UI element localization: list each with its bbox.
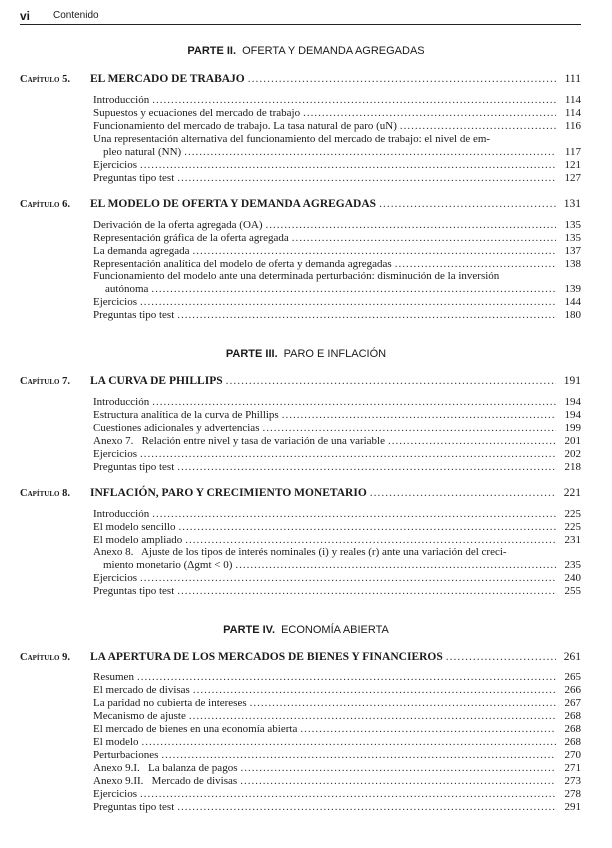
toc-entry[interactable] <box>93 534 581 546</box>
entry-page: 116 <box>564 120 581 132</box>
toc-entry[interactable] <box>93 736 581 748</box>
entry-page: 225 <box>564 521 581 533</box>
toc-entry[interactable] <box>93 94 581 106</box>
entry-page: 194 <box>564 396 581 408</box>
chapter-row[interactable] <box>20 487 581 499</box>
dot-leader <box>395 258 556 270</box>
chapter-title: LA APERTURA DE LOS MERCADOS DE BIENES Y FINANCIEROS <box>90 651 443 663</box>
entry-text: Introducción <box>93 94 150 106</box>
toc-entry[interactable] <box>93 684 581 696</box>
entry-text: La demanda agregada <box>93 245 190 257</box>
part-title: ECONOMÍA ABIERTA <box>281 624 389 636</box>
entry-page: 144 <box>564 296 581 308</box>
dot-leader <box>240 775 556 787</box>
entry-page: 218 <box>564 461 581 473</box>
part-title: PARO E INFLACIÓN <box>283 348 387 360</box>
dot-leader <box>184 146 556 158</box>
entry-text: Anexo 9.II. Mercado de divisas <box>93 775 238 787</box>
chapter-row[interactable] <box>20 73 581 85</box>
entry-text: Ejercicios <box>93 572 137 584</box>
entry-text: La paridad no cubierta de intereses <box>93 697 247 709</box>
toc-entry[interactable] <box>93 723 581 735</box>
entry-text: Estructura analítica de la curva de Phillips <box>93 409 279 421</box>
chapter-row[interactable] <box>20 651 581 663</box>
toc-entry[interactable] <box>93 435 581 447</box>
entry-text: El modelo ampliado <box>93 534 183 546</box>
toc-entry[interactable] <box>93 749 581 761</box>
entry-page: 225 <box>564 508 581 520</box>
entry-page: 271 <box>564 762 581 774</box>
toc-entry[interactable] <box>93 697 581 709</box>
chapter-title: LA CURVA DE PHILLIPS <box>90 375 223 387</box>
entry-page: 180 <box>564 309 581 321</box>
chapter-label: Capítulo 6. <box>20 199 70 210</box>
dot-leader <box>152 396 556 408</box>
dot-leader <box>193 684 556 696</box>
toc-entry[interactable] <box>93 559 581 571</box>
entry-text: Mecanismo de ajuste <box>93 710 186 722</box>
entry-text: Anexo 9.I. La balanza de pagos <box>93 762 238 774</box>
chapter-title: EL MODELO DE OFERTA Y DEMANDA AGREGADAS <box>90 198 377 210</box>
dot-leader <box>379 198 556 210</box>
dot-leader <box>240 762 556 774</box>
dot-leader <box>388 435 556 447</box>
entry-text: Supuestos y ecuaciones del mercado de trabajo <box>93 107 301 119</box>
dot-leader <box>177 309 556 321</box>
entry-text: Representación analítica del modelo de oferta y demanda agregadas <box>93 258 392 270</box>
dot-leader <box>300 723 556 735</box>
dot-leader <box>262 422 556 434</box>
dot-leader <box>137 671 556 683</box>
part-title: OFERTA Y DEMANDA AGREGADAS <box>242 45 425 57</box>
dot-leader <box>185 534 556 546</box>
toc-entry[interactable] <box>93 762 581 774</box>
dot-leader <box>250 697 556 709</box>
chapter-label: Capítulo 7. <box>20 376 70 387</box>
toc-entry[interactable] <box>93 146 581 158</box>
entry-page: 291 <box>564 801 581 813</box>
page-number: vi <box>20 9 31 23</box>
part-heading <box>0 624 612 636</box>
toc-entry[interactable] <box>93 788 581 800</box>
entry-page: 265 <box>564 671 581 683</box>
toc-entry[interactable] <box>93 585 581 597</box>
entry-page: 268 <box>564 723 581 735</box>
toc-entry[interactable] <box>93 232 581 244</box>
dot-leader <box>370 487 556 499</box>
toc-entry-line[interactable]: Funcionamiento del modelo ante una determinada perturbación: disminución de la inversión <box>93 270 500 282</box>
entry-page: 135 <box>564 232 581 244</box>
entry-page: 137 <box>564 245 581 257</box>
dot-leader <box>292 232 556 244</box>
entry-page: 268 <box>564 736 581 748</box>
dot-leader <box>177 172 556 184</box>
entry-page: 121 <box>564 159 581 171</box>
toc-entry[interactable] <box>93 283 581 295</box>
dot-leader <box>161 749 556 761</box>
entry-page: 138 <box>564 258 581 270</box>
dot-leader <box>152 94 556 106</box>
entry-text: El mercado de divisas <box>93 684 190 696</box>
dot-leader <box>140 572 556 584</box>
dot-leader <box>266 219 557 231</box>
entry-text: autónoma <box>105 283 149 295</box>
dot-leader <box>193 245 557 257</box>
entry-text: Introducción <box>93 508 150 520</box>
entry-page: 114 <box>564 94 581 106</box>
entry-page: 266 <box>564 684 581 696</box>
dot-leader <box>140 296 556 308</box>
entry-page: 267 <box>564 697 581 709</box>
chapter-label: Capítulo 9. <box>20 652 70 663</box>
toc-entry[interactable] <box>93 461 581 473</box>
entry-page: 235 <box>564 559 581 571</box>
toc-entry[interactable] <box>93 775 581 787</box>
chapter-title: EL MERCADO DE TRABAJO <box>90 73 245 85</box>
dot-leader <box>446 651 556 663</box>
toc-entry[interactable] <box>93 296 581 308</box>
entry-page: 270 <box>564 749 581 761</box>
entry-text: Perturbaciones <box>93 749 159 761</box>
entry-page: 268 <box>564 710 581 722</box>
dot-leader <box>140 788 556 800</box>
chapter-page: 221 <box>563 487 581 499</box>
entry-text: Ejercicios <box>93 296 137 308</box>
entry-text: Preguntas tipo test <box>93 461 175 473</box>
running-title: Contenido <box>53 10 99 21</box>
chapter-label: Capítulo 8. <box>20 488 70 499</box>
entry-text: pleo natural (NN) <box>103 146 182 158</box>
running-header <box>20 8 581 25</box>
dot-leader <box>140 448 556 460</box>
part-heading <box>0 348 612 360</box>
toc-entry[interactable] <box>93 258 581 270</box>
toc-entry[interactable] <box>93 521 581 533</box>
chapter-title: INFLACIÓN, PARO Y CRECIMIENTO MONETARIO <box>90 487 367 499</box>
entry-text: Derivación de la oferta agregada (OA) <box>93 219 263 231</box>
entry-text: Preguntas tipo test <box>93 309 175 321</box>
entry-text: Funcionamiento del mercado de trabajo. La tasa natural de paro (uN) <box>93 120 397 132</box>
dot-leader <box>282 409 556 421</box>
dot-leader <box>140 159 556 171</box>
toc-entry[interactable] <box>93 409 581 421</box>
toc-entry[interactable] <box>93 396 581 408</box>
entry-page: 231 <box>564 534 581 546</box>
dot-leader <box>248 73 556 85</box>
dot-leader <box>189 710 556 722</box>
entry-page: 114 <box>564 107 581 119</box>
chapter-label: Capítulo 5. <box>20 74 70 85</box>
chapter-row[interactable] <box>20 198 581 210</box>
entry-text: Cuestiones adicionales y advertencias <box>93 422 260 434</box>
entry-text: Ejercicios <box>93 159 137 171</box>
entry-page: 127 <box>564 172 581 184</box>
chapter-page: 191 <box>563 375 581 387</box>
dot-leader <box>177 801 556 813</box>
entry-text: Preguntas tipo test <box>93 172 175 184</box>
toc-entry[interactable] <box>93 245 581 257</box>
entry-text: El modelo sencillo <box>93 521 176 533</box>
toc-entry[interactable] <box>93 710 581 722</box>
entry-page: 255 <box>564 585 581 597</box>
toc-entry[interactable] <box>93 448 581 460</box>
toc-entry[interactable] <box>93 159 581 171</box>
part-number: PARTE IV. <box>223 624 276 636</box>
entry-text: Resumen <box>93 671 134 683</box>
toc-entry[interactable] <box>93 422 581 434</box>
part-heading <box>0 45 612 57</box>
entry-text: Ejercicios <box>93 448 137 460</box>
entry-page: 135 <box>564 219 581 231</box>
entry-page: 278 <box>564 788 581 800</box>
entry-text: Anexo 7. Relación entre nivel y tasa de variación de una variable <box>93 435 385 447</box>
chapter-page: 111 <box>564 73 581 85</box>
dot-leader <box>177 585 556 597</box>
entry-text: Preguntas tipo test <box>93 801 175 813</box>
dot-leader <box>177 461 556 473</box>
part-number: PARTE III. <box>225 348 278 360</box>
dot-leader <box>303 107 556 119</box>
entry-page: 202 <box>564 448 581 460</box>
dot-leader <box>142 736 556 748</box>
dot-leader <box>151 283 556 295</box>
entry-text: El modelo <box>93 736 139 748</box>
toc-entry[interactable] <box>93 120 581 132</box>
entry-page: 194 <box>564 409 581 421</box>
entry-page: 201 <box>564 435 581 447</box>
toc-entry[interactable] <box>93 309 581 321</box>
chapter-row[interactable] <box>20 375 581 387</box>
dot-leader <box>226 375 556 387</box>
entry-text: Representación gráfica de la oferta agregada <box>93 232 289 244</box>
entry-page: 240 <box>564 572 581 584</box>
entry-text: Introducción <box>93 396 150 408</box>
toc-entry[interactable] <box>93 107 581 119</box>
entry-text: Ejercicios <box>93 788 137 800</box>
dot-leader <box>178 521 556 533</box>
entry-text: miento monetario (Δgmt < 0) <box>103 559 233 571</box>
chapter-page: 131 <box>563 198 581 210</box>
part-number: PARTE II. <box>187 45 237 57</box>
entry-page: 139 <box>564 283 581 295</box>
entry-page: 199 <box>564 422 581 434</box>
dot-leader <box>400 120 556 132</box>
entry-text: Preguntas tipo test <box>93 585 175 597</box>
toc-entry[interactable] <box>93 219 581 231</box>
dot-leader <box>235 559 556 571</box>
toc-entry[interactable] <box>93 508 581 520</box>
entry-text: El mercado de bienes en una economía abierta <box>93 723 298 735</box>
toc-entry-line[interactable]: Anexo 8. Ajuste de los tipos de interés nominales (i) y reales (r) ante una variación del creci- <box>93 546 507 558</box>
chapter-page: 261 <box>563 651 581 663</box>
dot-leader <box>152 508 556 520</box>
toc-entry[interactable] <box>93 801 581 813</box>
entry-page: 117 <box>564 146 581 158</box>
toc-entry[interactable] <box>93 172 581 184</box>
toc-entry-line[interactable]: Una representación alternativa del funcionamiento del mercado de trabajo: el nivel de em- <box>93 133 491 145</box>
toc-entry[interactable] <box>93 671 581 683</box>
toc-entry[interactable] <box>93 572 581 584</box>
entry-page: 273 <box>564 775 581 787</box>
